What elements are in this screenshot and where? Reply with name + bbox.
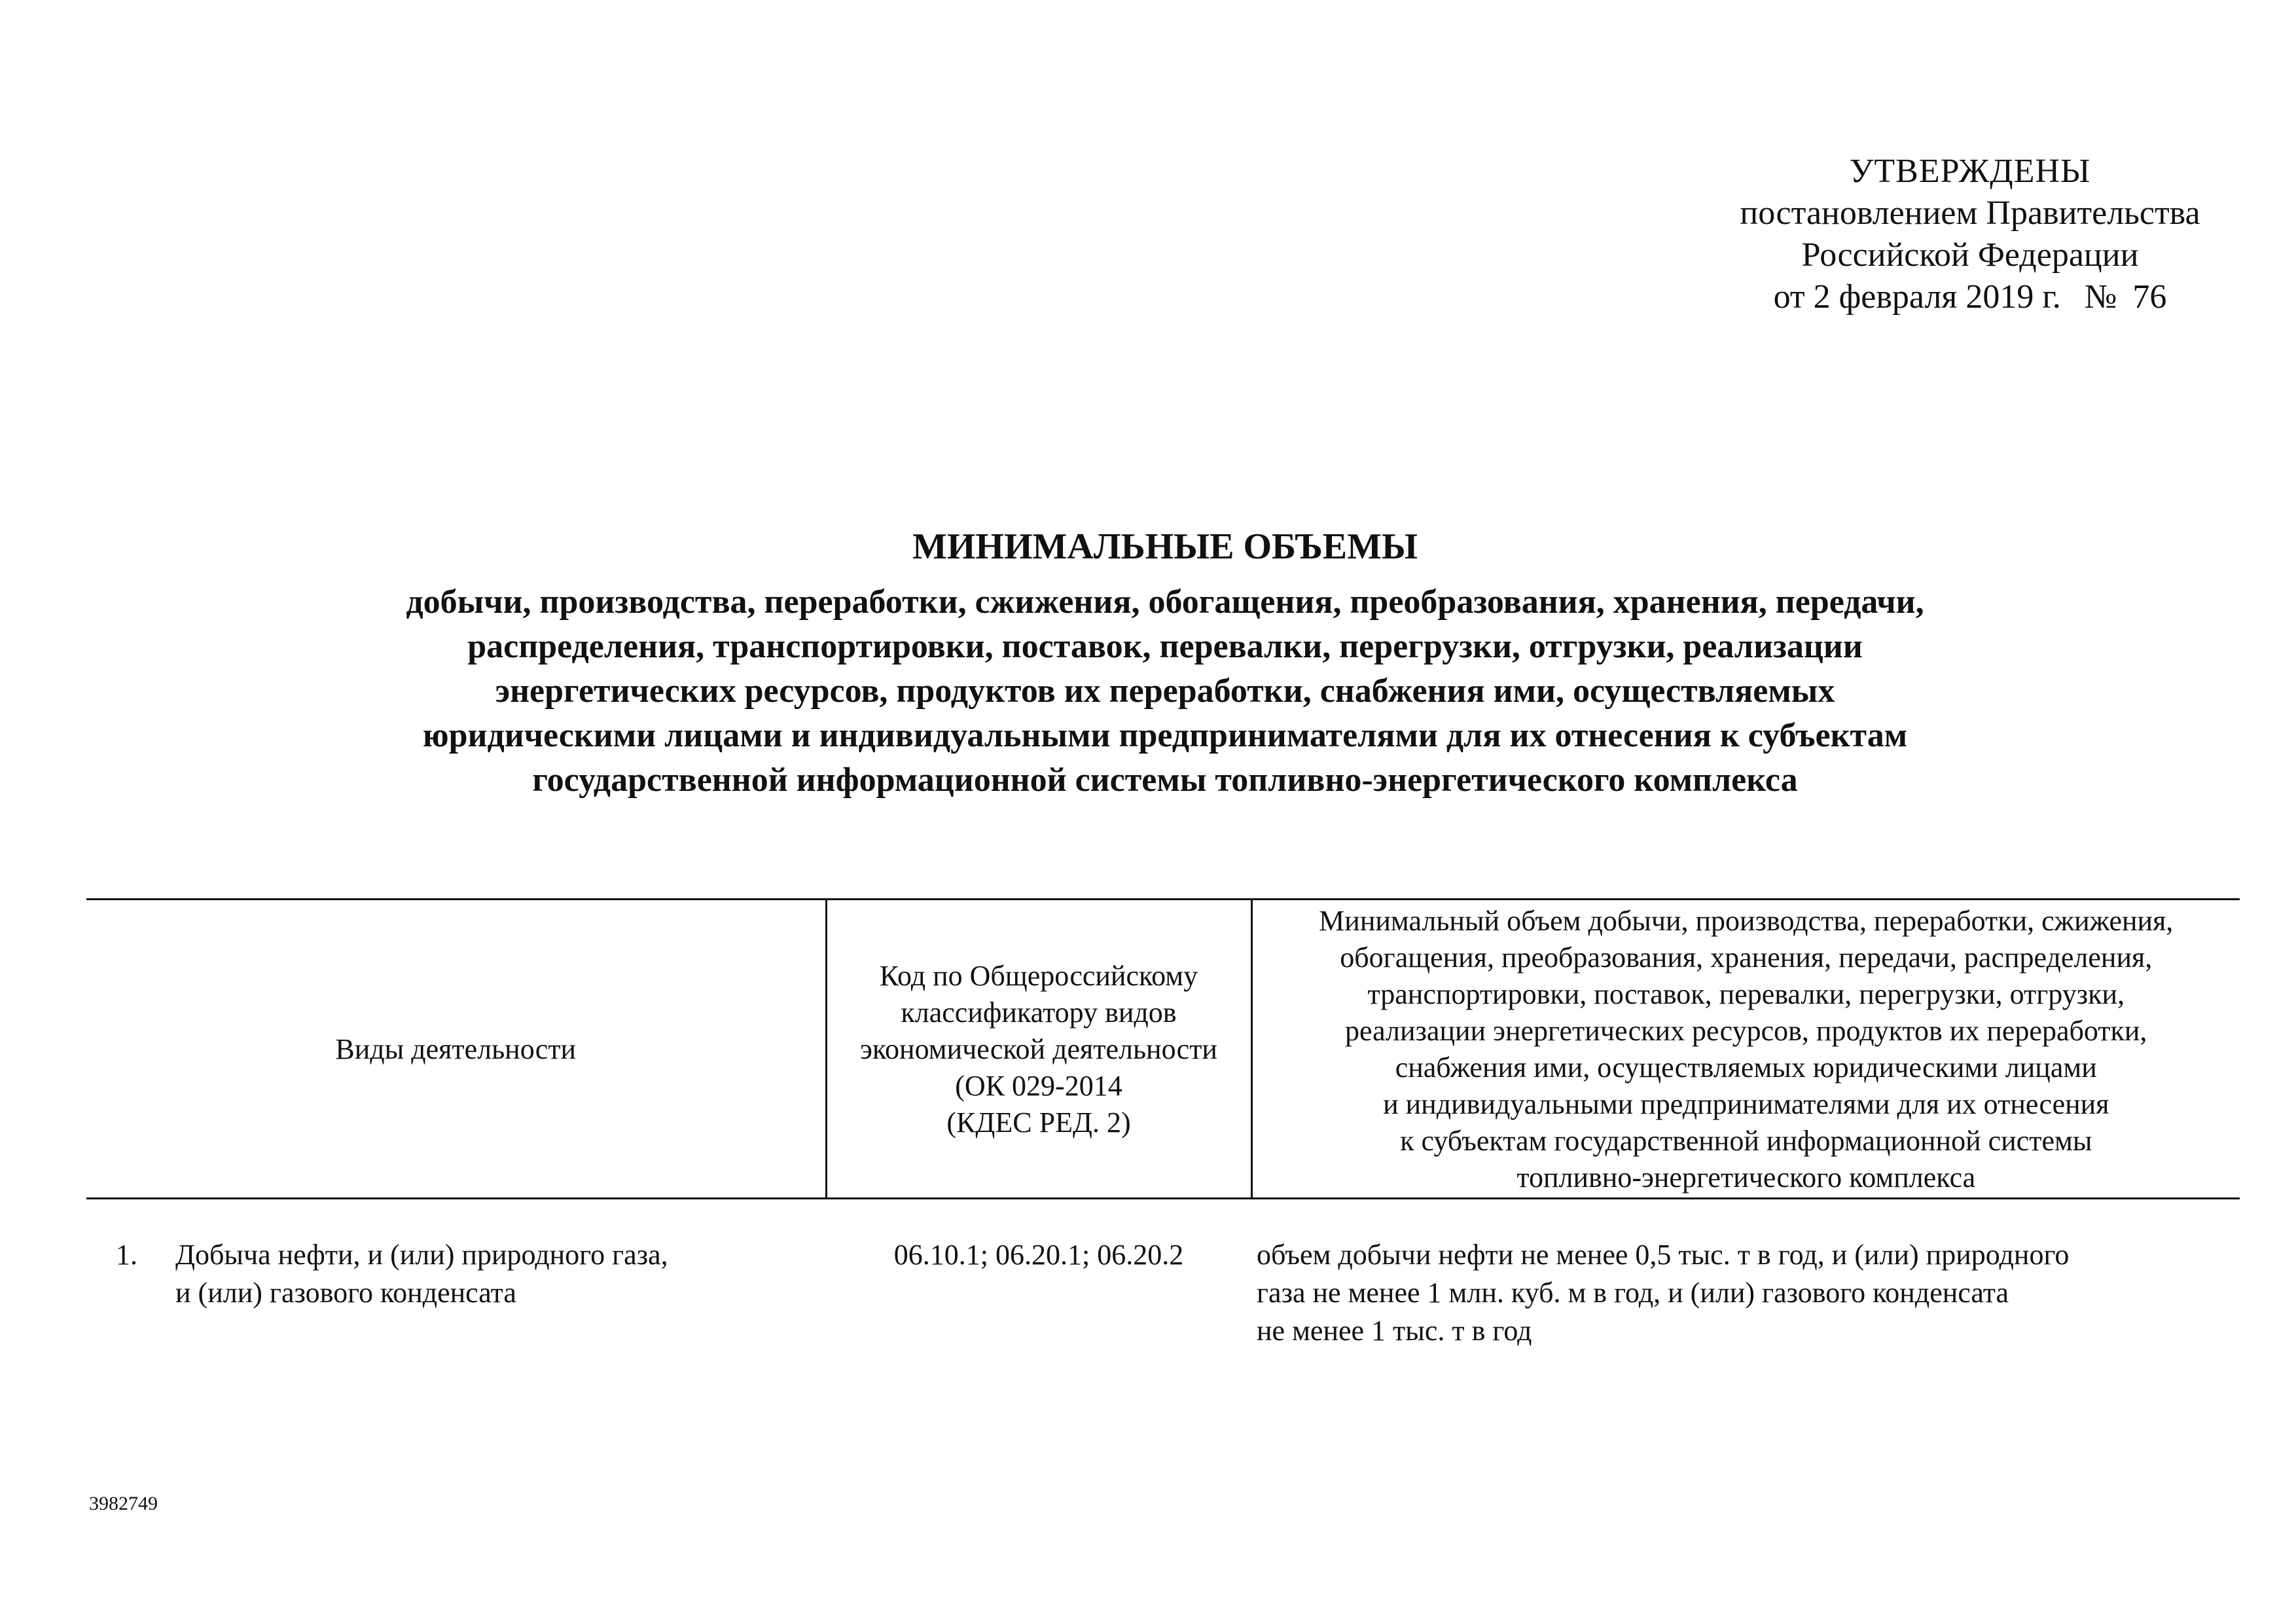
- approval-block: [1676, 151, 2265, 318]
- header-code-line: (ОК 029-2014: [955, 1070, 1122, 1102]
- header-volume-line: топливно-энергетического комплекса: [1516, 1161, 1976, 1194]
- subtitle-line: добычи, производства, переработки, сжижения, обогащения, преобразования, хранения, передачи,: [406, 583, 1924, 621]
- row-number: 1.: [116, 1239, 137, 1271]
- header-volume-line: и индивидуальными предпринимателями для их отнесения: [1383, 1088, 2109, 1120]
- volume-cell: [1251, 1199, 2240, 1351]
- header-volume-line: снабжения ими, осуществляемых юридическими лицами: [1395, 1051, 2097, 1084]
- okved-codes: 06.10.1; 06.20.1; 06.20.2: [893, 1239, 1184, 1271]
- subtitle-line: государственной информационной системы топливно-энергетического комплекса: [532, 761, 1798, 799]
- number-sign: №: [2084, 278, 2117, 316]
- approved-heading: УТВЕРЖДЕНЫ: [1849, 153, 2091, 190]
- approval-line-2: Российской Федерации: [1801, 236, 2139, 274]
- volume-line: газа не менее 1 млн. куб. м в год, и (или) газового конденсата: [1257, 1277, 2009, 1309]
- header-code: [826, 900, 1251, 1199]
- document-title-block: [196, 524, 2134, 803]
- activity-line: Добыча нефти, и (или) природного газа,: [175, 1239, 668, 1271]
- header-activity: [86, 900, 826, 1199]
- header-activity-label: Виды деятельности: [335, 1033, 577, 1065]
- activity-cell: [86, 1199, 826, 1351]
- header-code-line: классификатору видов: [901, 996, 1177, 1029]
- header-code-line: Код по Общероссийскому: [879, 960, 1198, 992]
- activities-table: [86, 898, 2240, 1351]
- approval-date: от 2 февраля 2019 г.: [1773, 278, 2061, 316]
- header-code-line: (КДЕС РЕД. 2): [946, 1106, 1131, 1139]
- okved-code-cell: [826, 1199, 1251, 1351]
- approval-date-line: [1676, 276, 2265, 318]
- activity-line: и (или) газового конденсата: [175, 1277, 516, 1309]
- subtitle-line: распределения, транспортировки, поставок, перевалки, перегрузки, отгрузки, реализации: [467, 628, 1863, 665]
- activity-text: [175, 1236, 786, 1312]
- subtitle-line: энергетических ресурсов, продуктов их переработки, снабжения ими, осуществляемых: [495, 672, 1835, 710]
- document-number: 3982749: [89, 1493, 158, 1514]
- header-volume-line: к субъектам государственной информационной системы: [1400, 1125, 2092, 1157]
- header-volume: [1251, 900, 2240, 1199]
- header-volume-line: реализации энергетических ресурсов, продуктов их переработки,: [1345, 1015, 2147, 1047]
- approval-line-1: постановлением Правительства: [1740, 194, 2200, 232]
- header-code-line: экономической деятельности: [860, 1033, 1217, 1065]
- activities-table-wrapper: [86, 898, 2240, 1351]
- document-subtitle: [196, 580, 2134, 803]
- volume-line: не менее 1 тыс. т в год: [1257, 1315, 1532, 1347]
- header-volume-line: транспортировки, поставок, перевалки, перегрузки, отгрузки,: [1367, 978, 2125, 1010]
- table-row: [86, 1199, 2240, 1351]
- volume-line: объем добычи нефти не менее 0,5 тыс. т в год, и (или) природного: [1257, 1239, 2070, 1271]
- resolution-number: 76: [2132, 278, 2167, 316]
- header-volume-line: обогащения, преобразования, хранения, передачи, распределения,: [1340, 941, 2153, 974]
- document-title: МИНИМАЛЬНЫЕ ОБЪЕМЫ: [912, 526, 1418, 567]
- subtitle-line: юридическими лицами и индивидуальными предпринимателями для их отнесения к субъектам: [422, 717, 1908, 754]
- table-header-row: [86, 900, 2240, 1199]
- header-volume-line: Минимальный объем добычи, производства, переработки, сжижения,: [1319, 905, 2174, 937]
